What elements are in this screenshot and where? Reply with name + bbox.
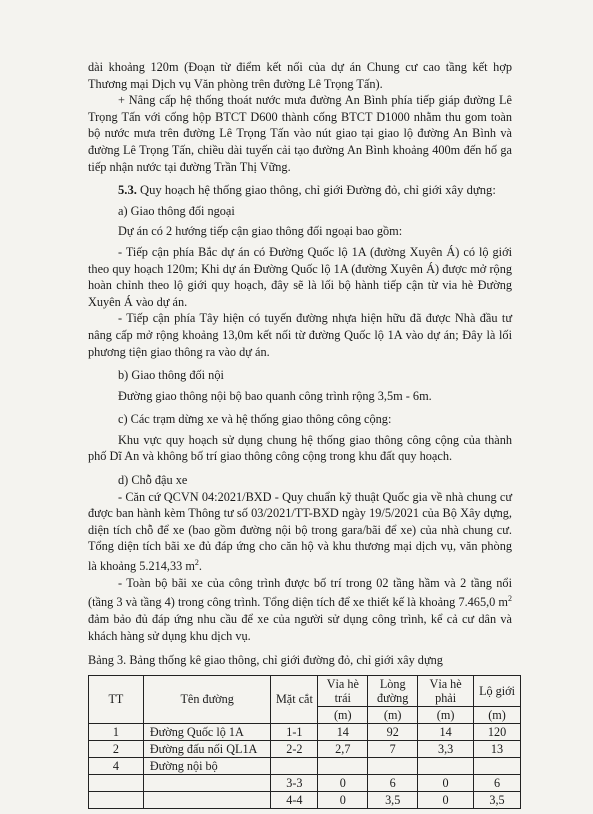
cell-tt: 2: [89, 740, 144, 757]
cell-name: Đường đấu nối QL1A: [143, 740, 271, 757]
d-item2-sup: 2: [508, 594, 512, 604]
cell-right: 0: [418, 791, 474, 808]
header-section: Mặt cắt: [271, 675, 318, 723]
a-intro: Dự án có 2 hướng tiếp cận giao thông đối ngoại bao gồm:: [118, 224, 403, 239]
d-item1-sup: 2: [194, 558, 199, 568]
c-text: Khu vực quy hoạch sử dụng chung hệ thống giao thông công cộng của thành phố Dĩ An và không bố trí giao thông công cộng trong khu đất quy hoạch.: [88, 432, 512, 464]
cell-left: 2,7: [318, 740, 368, 757]
cell-width: 3,5: [474, 791, 521, 808]
cell-width: 6: [474, 774, 521, 791]
cell-tt: [89, 774, 144, 791]
header-name: Tên đường: [143, 675, 271, 723]
d-item2-text-b: đảm bảo đủ đáp ứng nhu cầu để xe của người sử dụng công trình, kể cả cư dân và khách hàng sử dụng khu dịch vụ.: [88, 612, 512, 643]
cell-left: 0: [318, 791, 368, 808]
cell-width: 120: [474, 723, 521, 740]
d-item-parking: [88, 575, 512, 644]
cell-right: 0: [418, 774, 474, 791]
section-title: Quy hoạch hệ thống giao thông, chỉ giới Đường đỏ, chỉ giới xây dựng:: [136, 183, 496, 198]
table-header-row: [89, 675, 521, 706]
d-item1-text: - Căn cứ QCVN 04:2021/BXD - Quy chuẩn kỹ thuật Quốc gia về nhà chung cư được ban hành kèm Thông tư số 03/2021/TT-BXD ngày 19/5/2021 của Bộ Xây dựng, diện tích chỗ để xe (bao gồm đường nội bộ trong gara/bãi để xe) của nhà chung cư. Tổng diện tích bãi xe đủ đáp ứng cho căn hộ và khu thương mại dịch vụ, văn phòng là khoảng 5.214,33 m: [88, 489, 512, 574]
cell-tt: [89, 791, 144, 808]
header-width: Lộ giới: [474, 675, 521, 706]
cell-left: 0: [318, 774, 368, 791]
header-left-sidewalk: Vỉa hè trái: [318, 675, 368, 706]
table-caption: Bảng 3. Bảng thống kê giao thông, chỉ giới đường đỏ, chỉ giới xây dựng: [88, 653, 443, 668]
heading-b: b) Giao thông đối nội: [118, 368, 224, 383]
cell-section: [271, 757, 318, 774]
page-content: [88, 59, 515, 809]
section-heading: [88, 182, 512, 199]
unit-cell: (m): [368, 706, 418, 723]
d-item1-end: .: [198, 559, 202, 574]
a-item-north: - Tiếp cận phía Bắc dự án có Đường Quốc lộ 1A (đường Xuyên Á) có lộ giới theo quy hoạch 120m; Khi dự án Đường Quốc lộ 1A (đường Xuyên Á) được mở rộng hoàn chỉnh theo lộ giới quy hoạch, đây sẽ là lối bộ hành tiếp cận từ via hè Đường Xuyên Á vào dự án.: [88, 244, 512, 309]
cell-road: 6: [368, 774, 418, 791]
a-item-west: - Tiếp cận phía Tây hiện có tuyến đường nhựa hiện hữu đã được Nhà đầu tư nâng cấp mở rộng khoảng 13,0m kết nối từ đường Quốc lộ 1A vào dự án; Đây là lối phương tiện giao thông ra vào dự án.: [88, 311, 512, 359]
header-tt: TT: [89, 675, 144, 723]
table-row: [89, 740, 521, 757]
table-row: [89, 774, 521, 791]
cell-right: 14: [418, 723, 474, 740]
unit-cell: (m): [418, 706, 474, 723]
cell-name: Đường nội bộ: [143, 757, 271, 774]
cell-section: 3-3: [271, 774, 318, 791]
paragraph-drainage: + Nâng cấp hệ thống thoát nước mưa đường An Bình phía tiếp giáp đường Lê Trọng Tấn với cống hộp BTCT D600 thành cống BTCT D1000 nhằm thu gom toàn bộ nước mưa trên đường Lê Trọng Tấn vào nút giao tại giao lộ đường An Bình và đường Lê Trọng Tấn, chiều dài tuyến cải tạo đường An Bình khoảng 400m đến hố ga tiếp nhận nước tại đường Trần Thị Vững.: [88, 93, 512, 174]
table-row: [89, 757, 521, 774]
cell-left: [318, 757, 368, 774]
cell-road: 7: [368, 740, 418, 757]
cell-tt: 1: [89, 723, 144, 740]
paragraph-continuation: dài khoảng 120m (Đoạn từ điểm kết nối của dự án Chung cư cao tầng kết hợp Thương mại Dịch vụ Văn phòng trên đường Lê Trọng Tấn).: [88, 60, 512, 91]
table-row: [89, 723, 521, 740]
traffic-table: [88, 675, 521, 809]
cell-road: 3,5: [368, 791, 418, 808]
unit-cell: (m): [318, 706, 368, 723]
d-item2-text-a: - Toàn bộ bãi xe của công trình được bố trí trong 02 tầng hầm và 2 tầng nổi (tầng 3 và tầng 4) trong công trình. Tổng diện tích để xe thiết kế là khoảng 7.465,0 m: [88, 575, 512, 610]
heading-c: c) Các trạm dừng xe và hệ thống giao thông công cộng:: [118, 412, 392, 427]
unit-cell: (m): [474, 706, 521, 723]
d-item-regulation: [88, 489, 512, 575]
cell-name: [143, 774, 271, 791]
cell-width: [474, 757, 521, 774]
cell-section: 4-4: [271, 791, 318, 808]
cell-width: 13: [474, 740, 521, 757]
header-road: Lòng đường: [368, 675, 418, 706]
cell-left: 14: [318, 723, 368, 740]
section-number: 5.3.: [118, 183, 137, 198]
cell-section: 1-1: [271, 723, 318, 740]
heading-a: a) Giao thông đối ngoại: [118, 203, 235, 218]
cell-tt: 4: [89, 757, 144, 774]
heading-d: d) Chỗ đậu xe: [118, 473, 188, 488]
header-right-sidewalk: Vỉa hè phải: [418, 675, 474, 706]
cell-section: 2-2: [271, 740, 318, 757]
cell-name: Đường Quốc lộ 1A: [143, 723, 271, 740]
cell-road: [368, 757, 418, 774]
cell-name: [143, 791, 271, 808]
cell-road: 92: [368, 723, 418, 740]
table-row: [89, 791, 521, 808]
cell-right: [418, 757, 474, 774]
b-text: Đường giao thông nội bộ bao quanh công trình rộng 3,5m - 6m.: [118, 388, 432, 403]
cell-right: 3,3: [418, 740, 474, 757]
